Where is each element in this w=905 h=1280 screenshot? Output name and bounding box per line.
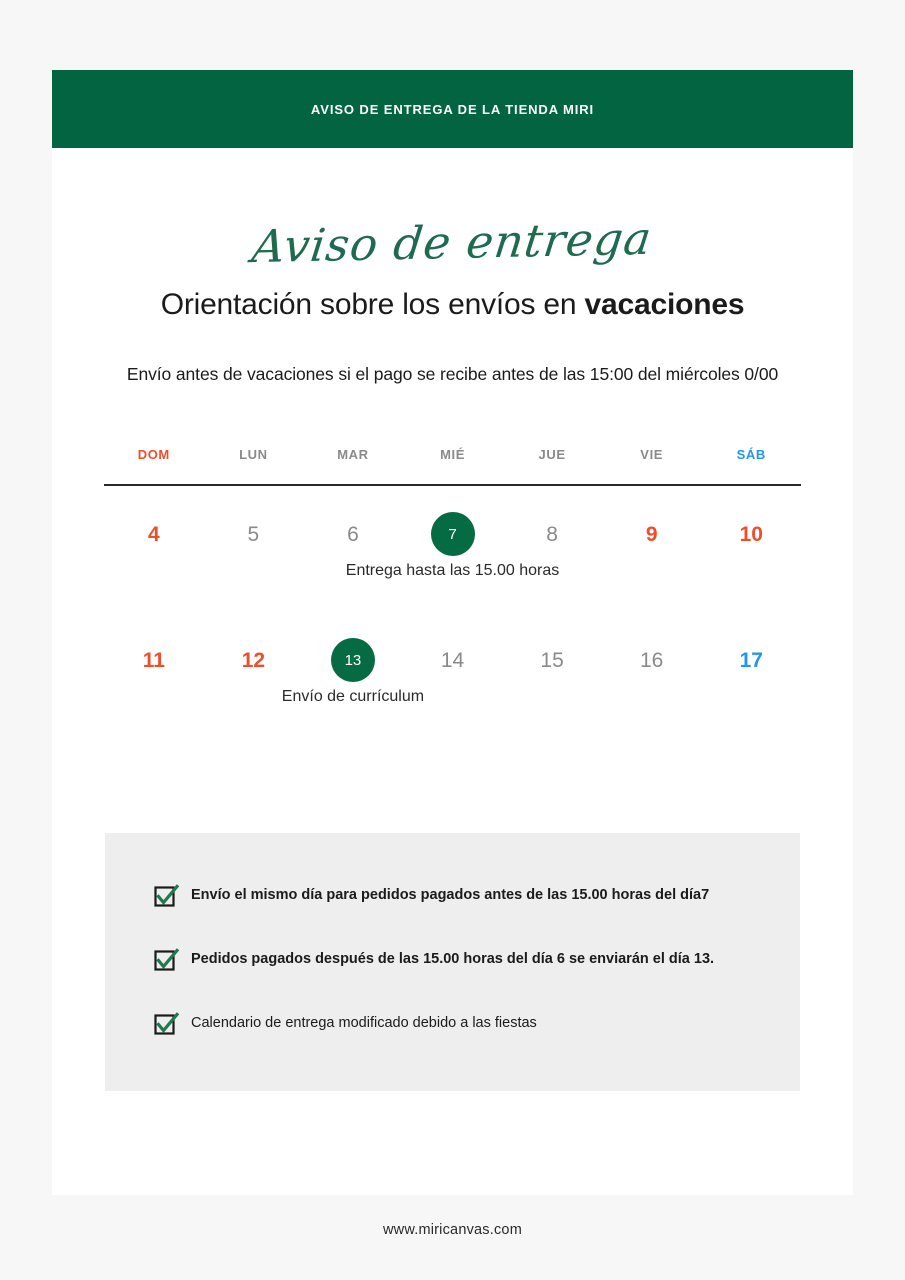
dayname-lun: LUN: [239, 447, 268, 462]
calendar-day-cell[interactable]: [701, 510, 801, 610]
day-number-box: [104, 510, 204, 558]
calendar-dayname-cell: [502, 447, 602, 484]
day-number-box: [502, 636, 602, 684]
dayname-sab: SÁB: [736, 447, 766, 462]
checkbox-checked-icon: [153, 1011, 179, 1037]
calendar-day-cell[interactable]: [204, 510, 304, 610]
calendar: [104, 447, 801, 736]
dayname-vie: VIE: [640, 447, 664, 462]
day-number-box: [204, 510, 304, 558]
day-number: 12: [241, 648, 266, 672]
checkbox-checked-icon: [153, 947, 179, 973]
day-number-box: [701, 510, 801, 558]
calendar-dayname-cell: [701, 447, 801, 484]
calendar-day-cell[interactable]: [602, 510, 702, 610]
calendar-day-cell[interactable]: [204, 636, 304, 736]
calendar-dayname-cell: [303, 447, 403, 484]
page-title-normal: Orientación sobre los envíos en: [160, 288, 585, 321]
day-number: 8: [546, 522, 558, 546]
day-number-box: [303, 636, 403, 684]
dayname-jue: JUE: [538, 447, 566, 462]
day-number: 9: [645, 522, 658, 546]
calendar-day-cell[interactable]: [104, 636, 204, 736]
calendar-day-cell[interactable]: [104, 510, 204, 610]
calendar-header-row: [104, 447, 801, 484]
day-number-box: [303, 510, 403, 558]
day-number-box: [602, 636, 702, 684]
day-number-box: [403, 636, 503, 684]
day-number-box: [502, 510, 602, 558]
calendar-day-cell-highlighted[interactable]: [281, 636, 425, 736]
list-item: [153, 947, 780, 973]
day-number-box: [602, 510, 702, 558]
day-number: 17: [739, 648, 763, 672]
calendar-day-cell[interactable]: [403, 636, 503, 736]
subtitle-text: Envío antes de vacaciones si el pago se recibe antes de las 15:00 del miércoles 0/00: [126, 364, 779, 384]
banner-title: AVISO DE ENTREGA DE LA TIENDA MIRI: [310, 101, 595, 117]
day-number-marked: 13: [331, 638, 375, 682]
list-item-label: Envío el mismo día para pedidos pagados antes de las 15.00 horas del día7: [191, 887, 710, 904]
list-item: [153, 1011, 780, 1037]
script-heading-wrap: [52, 211, 853, 282]
day-number-box: [403, 510, 503, 558]
calendar-dayname-cell: [602, 447, 702, 484]
day-number: 4: [147, 522, 160, 546]
calendar-week-row: [104, 636, 801, 736]
dayname-dom: DOM: [137, 447, 170, 462]
calendar-week-row: [104, 510, 801, 610]
checkbox-checked-icon: [153, 883, 179, 909]
script-heading: Aviso de entrega: [249, 211, 656, 274]
day-number-marked: 7: [431, 512, 475, 556]
day-number: 15: [540, 648, 564, 672]
dayname-mie: MIÉ: [440, 447, 465, 462]
day-number-box: [701, 636, 801, 684]
header-banner: [52, 70, 853, 148]
calendar-day-cell[interactable]: [502, 510, 602, 610]
footer-url: www.miricanvas.com: [383, 1222, 522, 1238]
calendar-day-cell[interactable]: [602, 636, 702, 736]
day-number-box: [104, 636, 204, 684]
poster-card: [52, 70, 853, 1195]
day-note: Entrega hasta las 15.00 horas: [345, 562, 560, 579]
calendar-dayname-cell: [104, 447, 204, 484]
calendar-day-cell[interactable]: [701, 636, 801, 736]
page-title: [52, 288, 853, 322]
checklist-panel: [105, 833, 800, 1091]
calendar-day-cell[interactable]: [303, 510, 403, 610]
day-number: 16: [640, 648, 664, 672]
day-number: 5: [247, 522, 260, 546]
day-number-box: [204, 636, 304, 684]
calendar-day-cell-highlighted[interactable]: [345, 510, 560, 610]
day-number: 6: [347, 522, 359, 546]
list-item-label: Calendario de entrega modificado debido a las fiestas: [191, 1015, 537, 1032]
list-item-label: Pedidos pagados después de las 15.00 horas del día 6 se enviarán el día 13.: [191, 951, 715, 968]
calendar-dayname-cell: [403, 447, 503, 484]
calendar-day-cell[interactable]: [502, 636, 602, 736]
page-title-emphasis: vacaciones: [584, 288, 745, 321]
list-item: [153, 883, 780, 909]
calendar-dayname-cell: [204, 447, 304, 484]
day-note: Envío de currículum: [281, 688, 425, 705]
checklist: [153, 883, 780, 1037]
day-number: 14: [440, 648, 465, 672]
day-number: 11: [142, 648, 165, 672]
day-number: 10: [739, 522, 763, 546]
dayname-mar: MAR: [337, 447, 369, 462]
calendar-divider: [104, 484, 801, 486]
